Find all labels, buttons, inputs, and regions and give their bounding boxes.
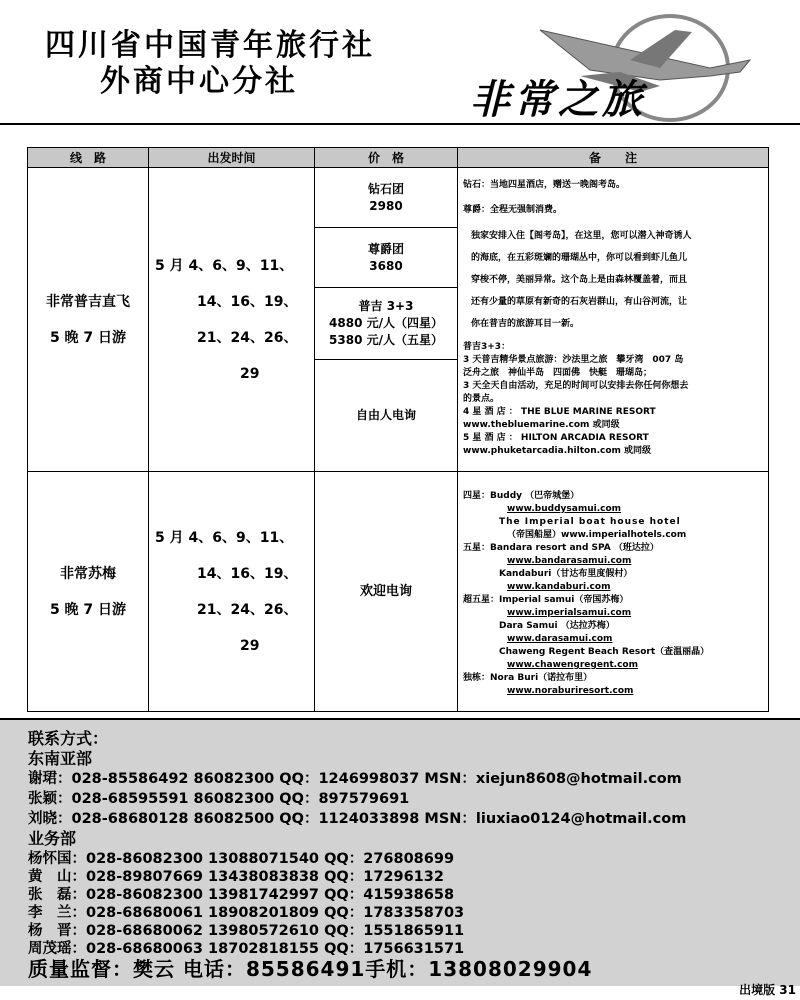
col-notes: 备 注 [458, 148, 769, 168]
notes-phuket: 钻石：当地四星酒店，赠送一晚阁考岛。 尊爵：全程无强制消费。 独家安排入住【阁考岛】，在这里，您可以潜入神奇诱人 的海底，在五彩斑斓的珊瑚丛中，你可以看到虾儿鱼儿 穿梭不停，美丽异常。这个岛上是由森林覆盖着，而且 还有少量的草原有新奇的石灰岩群山，有山谷河流，让 你在普吉的旅游耳目一新。 普吉3+3： 3 天普吉精华景点旅游：沙法里之旅 攀牙湾 007 岛 泛舟之旅 神仙半岛 四面佛 快艇 珊瑚岛； 3 天全天自由活动，充足的时间可以安排去你任何你想去 的景点。 4 星 酒 店 ： THE BLUE MARINE RESORT www.thebluemarine.com 或同级 5 星 酒 店 ： HILTON ARCADIA RESORT www.phuketarcadia.hilton.com 或同级 [458, 168, 769, 472]
contact-heading: 联系方式： [28, 729, 109, 748]
notes-samui: 四星：Buddy （巴帝城堡） www.buddysamui.com The Imperial boat house hotel （帝国船屋）www.imperialhotels.com 五星：Bandara resort and SPA （班达拉） www.bandarasamui.com Kandaburi（甘达布里度假村） www.kandaburi.com 超五星：Imperial samui（帝国苏梅） www.imperialsamui.com Dara Samui （达拉苏梅） www.darasamui.com Chaweng Regent Beach Resort（查温丽晶） www.chawengregent.com 独栋：Nora Buri（诺拉布里） www.noraburiresort.com [458, 472, 769, 712]
dates-samui: 5 月 4、6、9、11、 14、16、19、 21、24、26、 29 [149, 472, 315, 712]
col-price: 价 格 [315, 148, 458, 168]
agency-subtitle: 外商中心分社 [100, 64, 298, 99]
page-header [0, 0, 800, 125]
contact-section [0, 718, 800, 986]
route-samui: 非常苏梅 5 晚 7 日游 [28, 472, 149, 712]
contact-line: 谢珺：028-85586492 86082300 QQ：1246998037 MSN：xiejun8608@hotmail.com [28, 771, 682, 787]
price-noble: 尊爵团 3680 [315, 228, 458, 288]
page-number: 出境版 31 [739, 983, 796, 997]
contact-line: 黄 山：028-89807669 13438083838 QQ：17296132 [28, 869, 444, 885]
table-header-row [28, 148, 769, 168]
contact-line: 杨 晋：028-68680062 13980572610 QQ：1551865911 [28, 923, 465, 939]
contact-line: 李 兰：028-68680061 18908201809 QQ：1783358703 [28, 905, 465, 921]
dates-phuket: 5 月 4、6、9、11、 14、16、19、 21、24、26、 29 [149, 168, 315, 472]
col-departure: 出发时间 [149, 148, 315, 168]
contact-line: 张颖：028-68595591 86082300 QQ：897579691 [28, 791, 410, 807]
contact-line: 张 磊：028-86082300 13981742997 QQ：415938658 [28, 887, 455, 903]
itinerary-table [27, 147, 769, 712]
quality-supervision: 质量监督：樊云 电话：85586491手机：13808029904 [28, 957, 593, 981]
col-route: 线 路 [28, 148, 149, 168]
contact-line: 周茂瑶：028-68680063 18702818155 QQ：1756631571 [28, 941, 465, 957]
agency-title: 四川省中国青年旅行社 [45, 28, 375, 63]
contact-line: 刘晓：028-68680128 86082500 QQ：1124033898 MSN：liuxiao0124@hotmail.com [28, 811, 687, 827]
logo-text: 非常之旅 [470, 76, 646, 123]
route-phuket: 非常普吉直飞 5 晚 7 日游 [28, 168, 149, 472]
sea-dept-heading: 东南亚部 [28, 749, 93, 768]
price-samui: 欢迎电询 [315, 472, 458, 712]
price-3plus3: 普吉 3+3 4880 元/人（四星） 5380 元/人（五星） [315, 288, 458, 360]
contact-line: 杨怀国：028-86082300 13088071540 QQ：276808699 [28, 851, 455, 867]
biz-dept-heading: 业务部 [28, 829, 77, 848]
table-row [28, 472, 769, 712]
price-diamond: 钻石团 2980 [315, 168, 458, 228]
price-free: 自由人电询 [315, 360, 458, 472]
table-row [28, 168, 769, 228]
